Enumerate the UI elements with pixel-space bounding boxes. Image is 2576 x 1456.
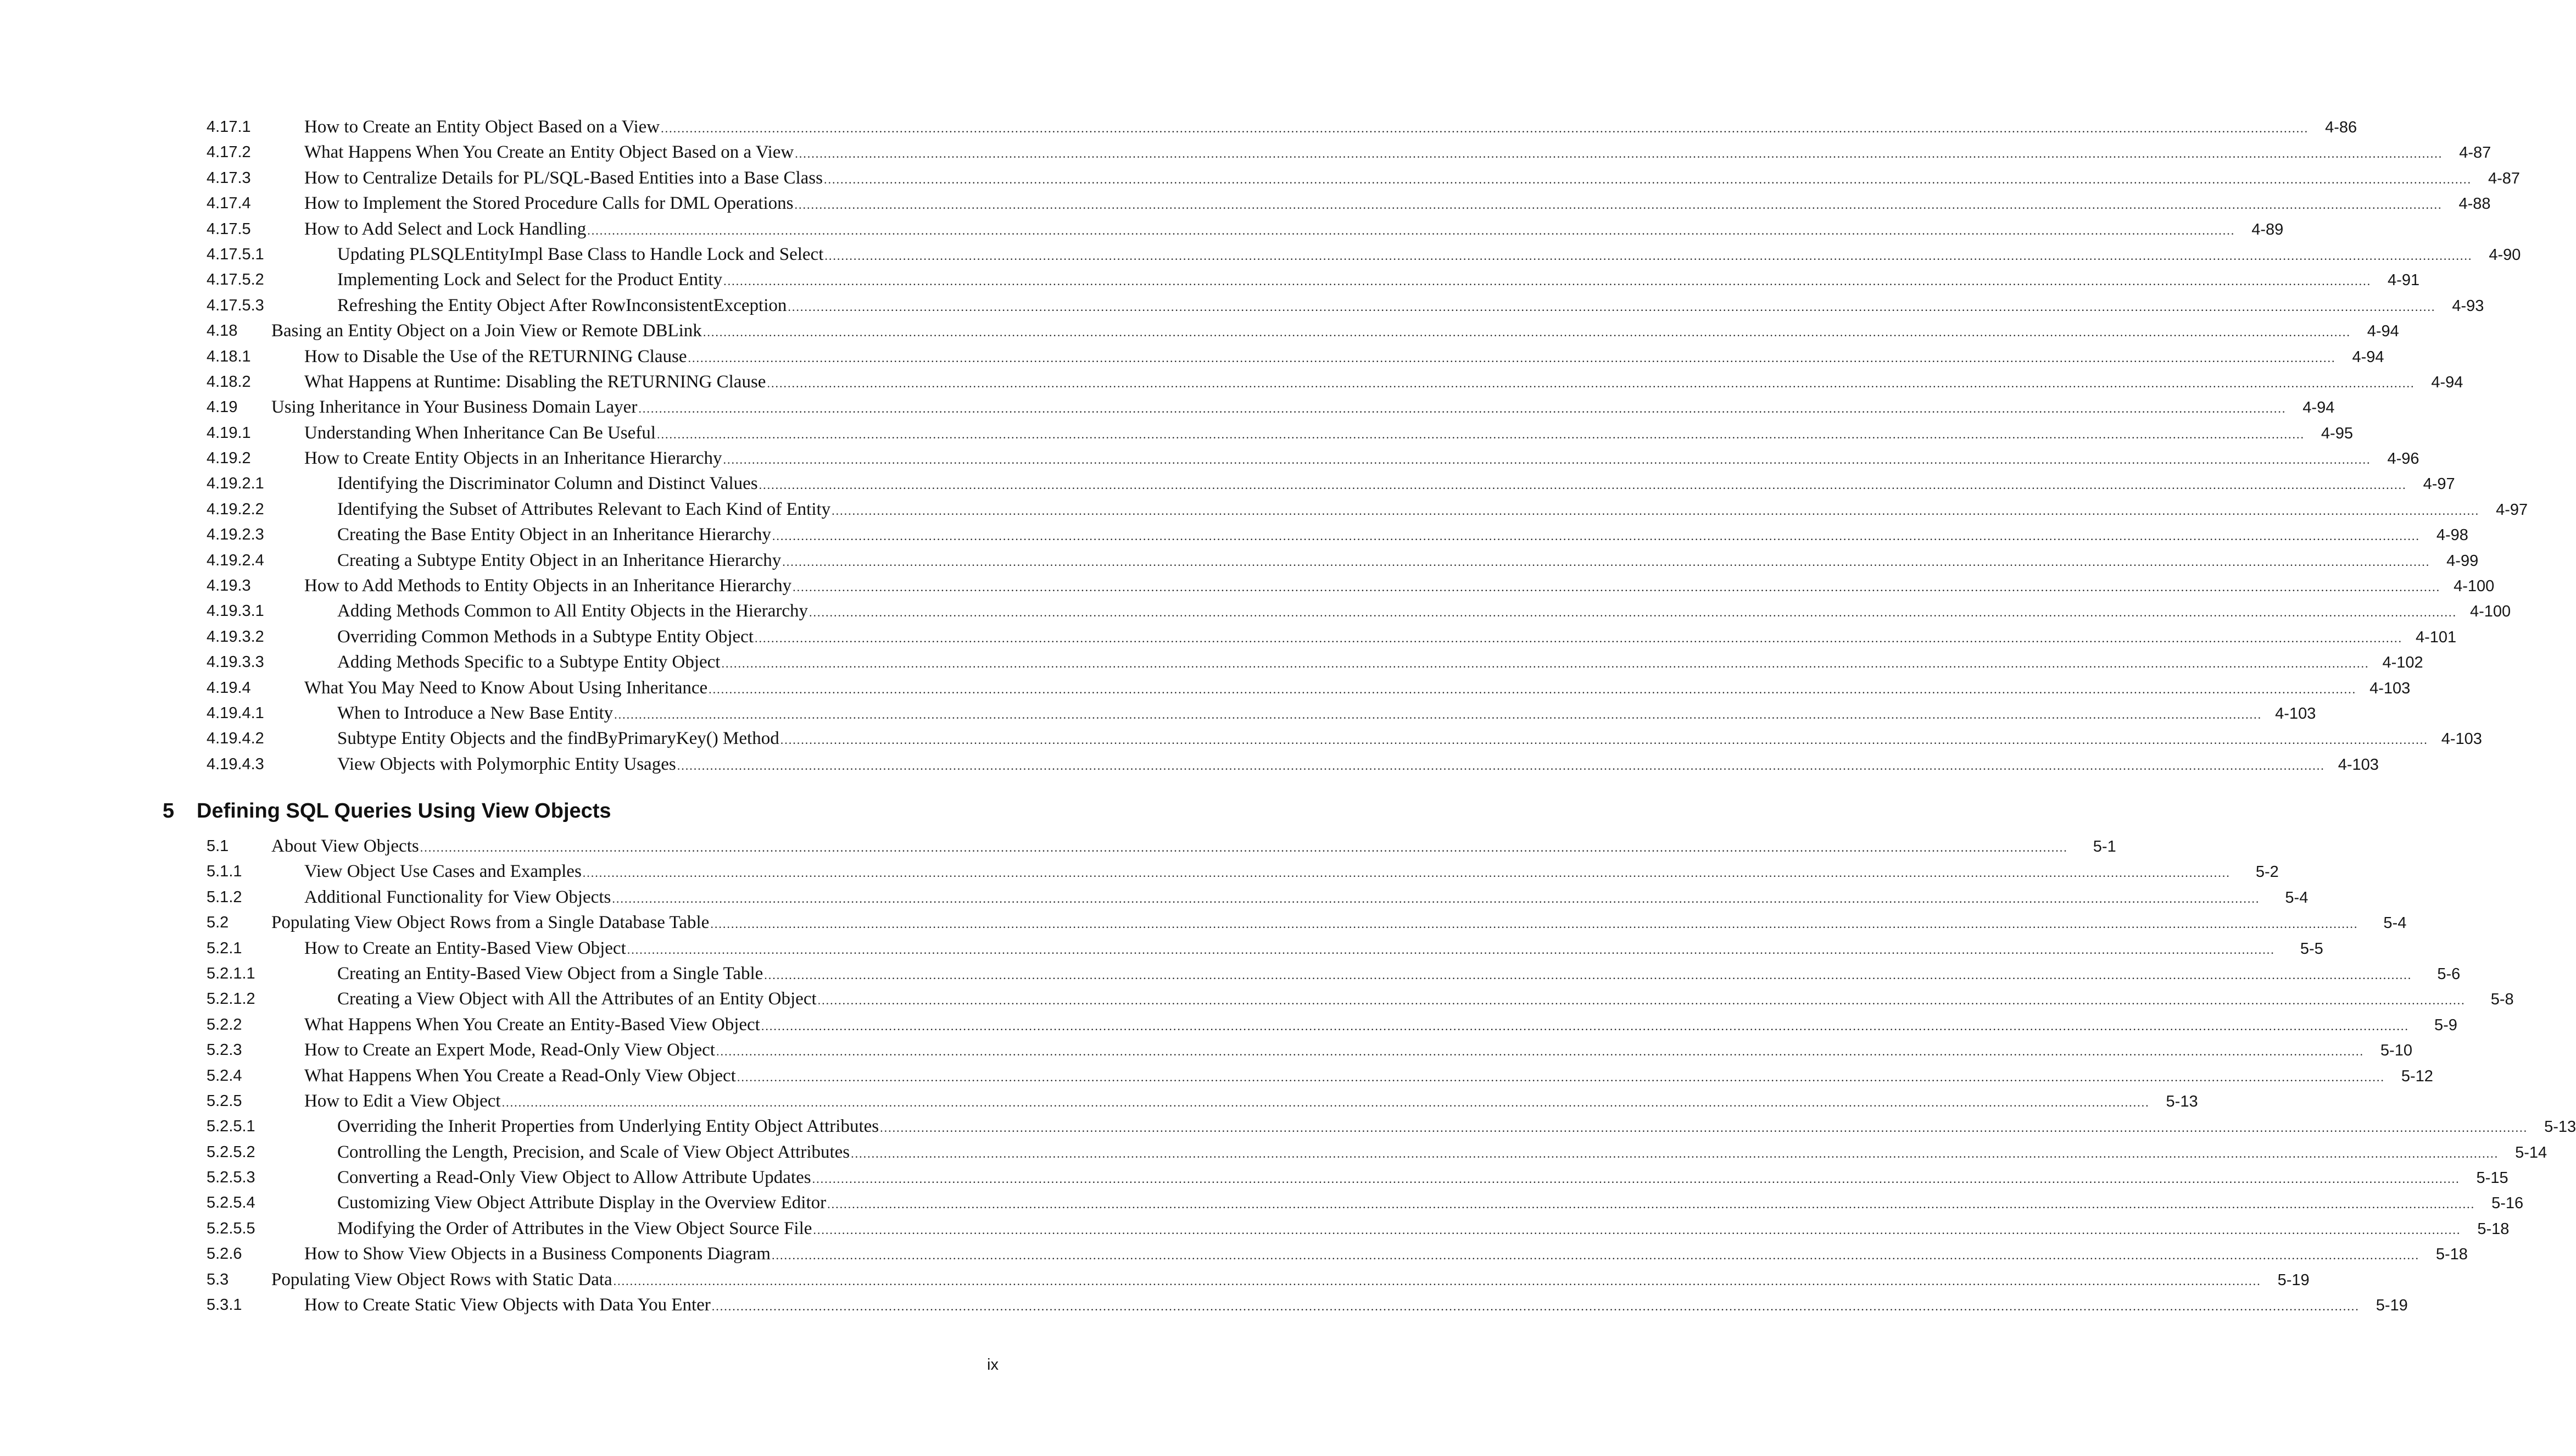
- toc-entry[interactable]: [207, 573, 2495, 598]
- dot-leader: ................................................................................................................................................................................................................................................................................................................................................................................................................: [613, 1274, 2261, 1288]
- toc-entry-title: Additional Functionality for View Objects: [304, 887, 611, 907]
- toc-entry-title: How to Show View Objects in a Business Components Diagram: [304, 1244, 771, 1264]
- toc-entry-page: 5-6: [2437, 965, 2461, 983]
- toc-entry-number: 4.19.3.3: [207, 653, 264, 671]
- toc-entry-title: Creating an Entity-Based View Object from a Single Table: [337, 963, 763, 983]
- toc-entry-page: 4-100: [2454, 577, 2495, 596]
- toc-entry-number: 4.19.4.3: [207, 755, 264, 773]
- toc-entry-body: [337, 1140, 2547, 1165]
- toc-entry-page: 5-19: [2376, 1297, 2408, 1315]
- toc-entry[interactable]: [207, 598, 2511, 624]
- toc-entry[interactable]: [207, 548, 2479, 573]
- toc-entry-page: 5-9: [2434, 1016, 2457, 1034]
- toc-entry-body: [304, 1292, 2408, 1318]
- toc-entry-body: [304, 369, 2463, 394]
- toc-entry-number: 5.2.5.4: [207, 1194, 255, 1212]
- toc-entry-title: When to Introduce a New Base Entity: [337, 703, 614, 723]
- toc-entry-title: View Object Use Cases and Examples: [304, 862, 582, 882]
- toc-entry-title: How to Add Select and Lock Handling: [304, 219, 587, 239]
- toc-entry-number: 5.2.4: [207, 1066, 242, 1085]
- toc-entry-page: 5-4: [2383, 914, 2407, 932]
- toc-section-chapter-4: [207, 114, 2528, 777]
- toc-entry-page: 4-103: [2338, 755, 2379, 774]
- toc-entry[interactable]: [207, 497, 2528, 522]
- toc-entry-body: [337, 624, 2457, 649]
- toc-entry-title: Using Inheritance in Your Business Domain Layer: [271, 397, 638, 418]
- toc-entry-title: How to Create an Entity-Based View Object: [304, 938, 626, 958]
- toc-entry-title: How to Create an Entity Object Based on a View: [304, 117, 660, 137]
- toc-entry-page: 4-98: [2436, 526, 2468, 544]
- chapter-heading: [163, 796, 611, 826]
- dot-leader: ................................................................................................................................................................................................................................................................................................................................................................................................................: [587, 223, 2235, 237]
- dot-leader: ................................................................................................................................................................................................................................................................................................................................................................................................................: [711, 1299, 2360, 1314]
- toc-entry-page: 4-86: [2325, 119, 2357, 136]
- dot-leader: ................................................................................................................................................................................................................................................................................................................................................................................................................: [710, 917, 2358, 931]
- toc-entry-number: 4.17.5.2: [207, 271, 264, 289]
- toc-entry[interactable]: [207, 833, 2116, 859]
- toc-entry-number: 5.1.1: [207, 863, 242, 881]
- toc-entry[interactable]: [207, 369, 2463, 394]
- toc-entry-title: What Happens When You Create an Entity Object Based on a View: [304, 142, 794, 163]
- toc-entry-number: 5.2.5: [207, 1092, 242, 1110]
- toc-entry-number: 4.17.5: [207, 220, 251, 238]
- toc-entry-title: Subtype Entity Objects and the findByPrimaryKey() Method: [337, 729, 779, 749]
- dot-leader: ................................................................................................................................................................................................................................................................................................................................................................................................................: [677, 758, 2325, 773]
- toc-entry-title: Overriding Common Methods in a Subtype Entity Object: [337, 626, 754, 647]
- dot-leader: ................................................................................................................................................................................................................................................................................................................................................................................................................: [716, 1044, 2364, 1059]
- dot-leader: ................................................................................................................................................................................................................................................................................................................................................................................................................: [627, 942, 2275, 957]
- toc-entry-title: What You May Need to Know About Using Inheritance: [304, 677, 708, 698]
- toc-entry-body: [304, 1012, 2457, 1037]
- dot-leader: ................................................................................................................................................................................................................................................................................................................................................................................................................: [656, 427, 2305, 441]
- toc-entry-page: 5-13: [2166, 1092, 2198, 1110]
- toc-entry-body: [304, 344, 2384, 369]
- toc-entry-title: Converting a Read-Only View Object to Allow Attribute Updates: [337, 1168, 811, 1188]
- toc-entry[interactable]: [207, 986, 2514, 1012]
- toc-entry-body: [304, 1088, 2198, 1114]
- toc-entry-page: 4-89: [2251, 220, 2284, 238]
- dot-leader: ................................................................................................................................................................................................................................................................................................................................................................................................................: [723, 453, 2371, 467]
- toc-entry-body: [304, 140, 2491, 165]
- dot-leader: ................................................................................................................................................................................................................................................................................................................................................................................................................: [702, 325, 2351, 340]
- toc-entry-title: View Objects with Polymorphic Entity Usages: [337, 754, 676, 774]
- toc-entry-number: 4.17.1: [207, 118, 251, 136]
- toc-entry-title: How to Edit a View Object: [304, 1091, 501, 1111]
- toc-entry-page: 5-16: [2491, 1194, 2524, 1213]
- toc-entry-body: [337, 522, 2468, 547]
- toc-section-chapter-5: [207, 833, 2576, 1318]
- toc-entry-title: Controlling the Length, Precision, and Scale of View Object Attributes: [337, 1142, 850, 1162]
- toc-entry-title: Basing an Entity Object on a Join View or Remote DBLink: [271, 321, 702, 341]
- dot-leader: ................................................................................................................................................................................................................................................................................................................................................................................................................: [793, 580, 2441, 594]
- toc-entry-title: Adding Methods Common to All Entity Objects in the Hierarchy: [337, 601, 808, 621]
- toc-entry-page: 4-103: [2441, 730, 2482, 748]
- toc-entry-body: [304, 191, 2491, 216]
- toc-entry[interactable]: [207, 394, 2335, 420]
- toc-entry-title: How to Create an Expert Mode, Read-Only View Object: [304, 1040, 715, 1060]
- toc-entry-body: [337, 242, 2521, 267]
- toc-entry-page: 5-12: [2401, 1067, 2433, 1085]
- dot-leader: ................................................................................................................................................................................................................................................................................................................................................................................................................: [501, 1095, 2150, 1109]
- toc-entry[interactable]: [207, 859, 2279, 884]
- toc-entry-title: What Happens at Runtime: Disabling the RETURNING Clause: [304, 371, 766, 392]
- toc-entry-page: 4-91: [2388, 271, 2420, 290]
- dot-leader: ................................................................................................................................................................................................................................................................................................................................................................................................................: [794, 198, 2443, 212]
- toc-entry-page: 4-102: [2382, 654, 2423, 672]
- toc-entry-body: [304, 420, 2353, 446]
- toc-entry-page: 4-103: [2369, 679, 2411, 697]
- toc-entry[interactable]: [207, 1165, 2508, 1190]
- toc-entry-page: 5-5: [2300, 940, 2323, 958]
- toc-entry-number: 4.19.2.4: [207, 551, 264, 569]
- toc-entry-body: [337, 497, 2528, 522]
- toc-entry-number: 4.19: [207, 398, 238, 416]
- toc-entry-page: 5-10: [2380, 1042, 2412, 1060]
- toc-entry-body: [271, 833, 2116, 859]
- toc-entry-page: 4-95: [2321, 424, 2353, 442]
- toc-entry-page: 4-94: [2352, 348, 2384, 366]
- toc-entry-number: 5.2.1: [207, 939, 242, 957]
- dot-leader: ................................................................................................................................................................................................................................................................................................................................................................................................................: [795, 147, 2443, 161]
- toc-entry[interactable]: [207, 216, 2284, 242]
- toc-entry[interactable]: [207, 318, 2399, 343]
- toc-entry-body: [337, 598, 2511, 624]
- toc-entry[interactable]: [207, 885, 2309, 910]
- toc-entry-title: What Happens When You Create a Read-Only View Object: [304, 1065, 736, 1086]
- dot-leader: ................................................................................................................................................................................................................................................................................................................................................................................................................: [813, 1222, 2461, 1237]
- toc-entry-number: 4.19.2.1: [207, 475, 264, 493]
- toc-entry-body: [271, 1267, 2310, 1292]
- toc-entry-title: Populating View Object Rows from a Single Database Table: [271, 913, 710, 933]
- toc-entry-body: [337, 1114, 2576, 1139]
- toc-entry-body: [337, 752, 2379, 777]
- dot-leader: ................................................................................................................................................................................................................................................................................................................................................................................................................: [723, 274, 2372, 288]
- toc-entry-title: About View Objects: [271, 836, 419, 856]
- dot-leader: ................................................................................................................................................................................................................................................................................................................................................................................................................: [851, 1146, 2499, 1160]
- toc-entry[interactable]: [207, 471, 2455, 496]
- toc-entry-body: [337, 701, 2316, 726]
- toc-entry-body: [304, 675, 2411, 701]
- toc-entry[interactable]: [207, 726, 2482, 751]
- toc-entry-page: 4-87: [2459, 144, 2491, 162]
- dot-leader: ................................................................................................................................................................................................................................................................................................................................................................................................................: [782, 554, 2430, 569]
- dot-leader: ................................................................................................................................................................................................................................................................................................................................................................................................................: [824, 248, 2473, 263]
- toc-entry-body: [304, 114, 2357, 140]
- toc-entry-number: 4.19.2: [207, 449, 251, 468]
- toc-entry-title: Customizing View Object Attribute Display in the Overview Editor: [337, 1193, 827, 1213]
- toc-entry-page: 5-19: [2277, 1271, 2310, 1289]
- dot-leader: ................................................................................................................................................................................................................................................................................................................................................................................................................: [764, 968, 2412, 982]
- toc-entry-number: 5.2.5.2: [207, 1143, 255, 1161]
- toc-entry[interactable]: [207, 267, 2420, 292]
- toc-entry-body: [337, 293, 2484, 318]
- toc-entry-page: 5-15: [2476, 1169, 2508, 1187]
- toc-entry-body: [337, 1165, 2508, 1190]
- toc-entry[interactable]: [207, 1063, 2433, 1088]
- toc-entry-number: 5.2: [207, 914, 229, 932]
- toc-entry[interactable]: [207, 1241, 2468, 1266]
- toc-entry-body: [271, 910, 2407, 935]
- dot-leader: ................................................................................................................................................................................................................................................................................................................................................................................................................: [420, 841, 2068, 854]
- toc-entry-title: Adding Methods Specific to a Subtype Entity Object: [337, 652, 721, 673]
- dot-leader: ................................................................................................................................................................................................................................................................................................................................................................................................................: [614, 707, 2262, 721]
- dot-leader: ................................................................................................................................................................................................................................................................................................................................................................................................................: [755, 631, 2403, 645]
- toc-entry-number: 4.18.1: [207, 347, 251, 365]
- toc-entry-page: 4-97: [2423, 475, 2455, 493]
- dot-leader: ................................................................................................................................................................................................................................................................................................................................................................................................................: [612, 891, 2260, 905]
- dot-leader: ................................................................................................................................................................................................................................................................................................................................................................................................................: [767, 376, 2415, 390]
- toc-entry-number: 5.2.5.1: [207, 1118, 255, 1136]
- toc-entry-number: 5.1.2: [207, 888, 242, 906]
- toc-entry-body: [304, 1241, 2468, 1266]
- toc-entry-body: [304, 859, 2279, 884]
- toc-entry[interactable]: [207, 293, 2484, 318]
- toc-entry-number: 5.2.5.3: [207, 1169, 255, 1187]
- toc-entry-number: 5.2.3: [207, 1041, 242, 1059]
- toc-entry[interactable]: [207, 114, 2357, 140]
- toc-entry-number: 4.19.1: [207, 424, 251, 442]
- toc-entry-number: 5.2.2: [207, 1015, 242, 1033]
- toc-entry-number: 4.17.4: [207, 194, 251, 213]
- toc-entry-number: 5.2.5.5: [207, 1219, 255, 1237]
- toc-entry-body: [337, 1216, 2510, 1241]
- toc-entry-number: 4.19.4.1: [207, 704, 264, 722]
- toc-entry-body: [304, 885, 2309, 910]
- toc-entry-title: Creating the Base Entity Object in an Inheritance Hierarchy: [337, 525, 771, 545]
- toc-entry[interactable]: [207, 1114, 2576, 1139]
- toc-entry-page: 4-99: [2446, 552, 2479, 570]
- dot-leader: ................................................................................................................................................................................................................................................................................................................................................................................................................: [788, 299, 2436, 314]
- dot-leader: ................................................................................................................................................................................................................................................................................................................................................................................................................: [582, 866, 2231, 880]
- toc-entry-page: 4-94: [2431, 373, 2463, 391]
- chapter-number: 5: [163, 799, 175, 823]
- dot-leader: ................................................................................................................................................................................................................................................................................................................................................................................................................: [809, 605, 2457, 620]
- toc-entry-body: [304, 216, 2284, 242]
- dot-leader: ................................................................................................................................................................................................................................................................................................................................................................................................................: [812, 1172, 2460, 1186]
- toc-entry-body: [271, 394, 2335, 420]
- toc-entry[interactable]: [207, 1292, 2408, 1318]
- toc-entry-page: 4-100: [2470, 603, 2511, 621]
- dot-leader: ................................................................................................................................................................................................................................................................................................................................................................................................................: [737, 1070, 2385, 1084]
- toc-entry[interactable]: [207, 961, 2461, 986]
- toc-entry-title: Updating PLSQLEntityImpl Base Class to Handle Lock and Select: [337, 244, 824, 264]
- toc-entry-title: How to Create Static View Objects with Data You Enter: [304, 1295, 711, 1315]
- dot-leader: ................................................................................................................................................................................................................................................................................................................................................................................................................: [761, 1019, 2409, 1033]
- toc-entry-title: Creating a Subtype Entity Object in an Inheritance Hierarchy: [337, 550, 782, 570]
- toc-entry-number: 4.19.3: [207, 577, 251, 595]
- toc-entry-body: [337, 726, 2482, 751]
- toc-entry[interactable]: [207, 624, 2457, 649]
- toc-entry-page: 4-90: [2489, 246, 2521, 264]
- toc-entry-title: Understanding When Inheritance Can Be Useful: [304, 423, 656, 443]
- dot-leader: ................................................................................................................................................................................................................................................................................................................................................................................................................: [817, 993, 2466, 1008]
- toc-entry-body: [271, 318, 2399, 343]
- toc-entry-number: 5.2.6: [207, 1245, 242, 1263]
- toc-entry-body: [337, 649, 2423, 675]
- toc-entry[interactable]: [207, 675, 2411, 701]
- toc-entry[interactable]: [207, 165, 2520, 191]
- toc-entry-page: 5-4: [2285, 888, 2309, 907]
- toc-entry-title: Identifying the Discriminator Column and Distinct Values: [337, 474, 758, 494]
- toc-entry-number: 4.18: [207, 322, 238, 340]
- toc-entry-page: 5-13: [2544, 1118, 2576, 1136]
- toc-entry-title: Implementing Lock and Select for the Product Entity: [337, 270, 723, 290]
- toc-entry-page: 4-103: [2275, 704, 2316, 723]
- toc-entry-title: How to Disable the Use of the RETURNING Clause: [304, 346, 687, 366]
- toc-entry-page: 4-87: [2488, 169, 2520, 187]
- toc-entry-number: 4.17.5.3: [207, 296, 264, 314]
- toc-entry-body: [337, 267, 2420, 292]
- toc-entry-title: How to Implement the Stored Procedure Calls for DML Operations: [304, 193, 794, 214]
- toc-entry-body: [304, 1037, 2412, 1063]
- toc-entry-title: What Happens When You Create an Entity-Based View Object: [304, 1014, 760, 1035]
- toc-entry[interactable]: [207, 752, 2379, 777]
- toc-entry-number: 4.19.4.2: [207, 730, 264, 748]
- toc-entry[interactable]: [207, 1037, 2412, 1063]
- chapter-title: Defining SQL Queries Using View Objects: [197, 799, 611, 823]
- toc-entry-number: 5.3: [207, 1270, 229, 1288]
- toc-entry[interactable]: [207, 701, 2316, 726]
- toc-entry-page: 5-18: [2477, 1220, 2510, 1238]
- toc-entry-number: 5.2.1.1: [207, 964, 255, 982]
- toc-entry-body: [304, 1063, 2433, 1088]
- toc-entry-number: 4.19.2.2: [207, 500, 264, 518]
- dot-leader: ................................................................................................................................................................................................................................................................................................................................................................................................................: [772, 529, 2420, 543]
- toc-entry-number: 4.19.2.3: [207, 526, 264, 544]
- toc-entry-body: [304, 936, 2323, 961]
- toc-entry-title: Refreshing the Entity Object After RowInconsistentException: [337, 295, 787, 315]
- toc-entry-number: 4.19.3.1: [207, 602, 264, 620]
- toc-entry-number: 4.17.3: [207, 169, 251, 187]
- toc-entry-page: 4-88: [2458, 195, 2491, 213]
- toc-entry-page: 4-93: [2452, 297, 2484, 315]
- toc-entry[interactable]: [207, 1267, 2310, 1292]
- toc-entry-body: [337, 1190, 2524, 1215]
- dot-leader: ................................................................................................................................................................................................................................................................................................................................................................................................................: [771, 1248, 2419, 1263]
- toc-entry-page: 5-8: [2490, 991, 2514, 1009]
- toc-entry-title: Overriding the Inherit Properties from Underlying Entity Object Attributes: [337, 1116, 879, 1137]
- toc-entry-title: How to Add Methods to Entity Objects in an Inheritance Hierarchy: [304, 576, 792, 596]
- dot-leader: ................................................................................................................................................................................................................................................................................................................................................................................................................: [709, 682, 2357, 696]
- toc-entry-page: 5-18: [2435, 1246, 2468, 1264]
- toc-entry-body: [337, 548, 2479, 573]
- page-number: ix: [987, 1356, 999, 1374]
- toc-entry[interactable]: [207, 344, 2384, 369]
- dot-leader: ................................................................................................................................................................................................................................................................................................................................................................................................................: [661, 121, 2309, 135]
- toc-entry[interactable]: [207, 1140, 2547, 1165]
- toc-entry-page: 5-1: [2093, 838, 2116, 855]
- toc-entry[interactable]: [207, 649, 2423, 675]
- dot-leader: ................................................................................................................................................................................................................................................................................................................................................................................................................: [824, 172, 2472, 186]
- toc-entry-number: 4.18.2: [207, 373, 251, 391]
- dot-leader: ................................................................................................................................................................................................................................................................................................................................................................................................................: [759, 478, 2407, 492]
- toc-entry[interactable]: [207, 522, 2468, 547]
- toc-entry-number: 4.17.2: [207, 143, 251, 162]
- toc-entry-number: 5.2.1.2: [207, 990, 255, 1008]
- toc-entry-body: [304, 446, 2419, 471]
- toc-entry[interactable]: [207, 910, 2407, 935]
- toc-entry-page: 4-101: [2416, 628, 2457, 646]
- toc-entry[interactable]: [207, 1088, 2198, 1114]
- toc-entry-page: 5-2: [2255, 863, 2279, 881]
- toc-entry[interactable]: [207, 936, 2323, 961]
- toc-entry-title: Modifying the Order of Attributes in the View Object Source File: [337, 1218, 812, 1238]
- dot-leader: ................................................................................................................................................................................................................................................................................................................................................................................................................: [880, 1121, 2528, 1135]
- toc-entry[interactable]: [207, 1216, 2510, 1241]
- toc-entry-title: How to Centralize Details for PL/SQL-Based Entities into a Base Class: [304, 168, 823, 188]
- toc-entry[interactable]: [207, 420, 2353, 446]
- toc-entry[interactable]: [207, 242, 2521, 267]
- toc-entry-body: [304, 165, 2520, 191]
- toc-entry[interactable]: [207, 1190, 2524, 1215]
- toc-entry[interactable]: [207, 140, 2491, 165]
- toc-entry-body: [337, 471, 2455, 496]
- toc-entry-number: 4.19.4: [207, 679, 251, 697]
- toc-entry-title: Identifying the Subset of Attributes Relevant to Each Kind of Entity: [337, 499, 831, 519]
- toc-entry-page: 4-96: [2387, 450, 2419, 468]
- dot-leader: ................................................................................................................................................................................................................................................................................................................................................................................................................: [688, 351, 2336, 365]
- toc-entry-number: 5.3.1: [207, 1296, 242, 1314]
- toc-entry-number: 5.1: [207, 837, 229, 855]
- toc-entry-title: How to Create Entity Objects in an Inheritance Hierarchy: [304, 448, 722, 469]
- toc-entry-page: 5-14: [2515, 1143, 2547, 1162]
- dot-leader: ................................................................................................................................................................................................................................................................................................................................................................................................................: [721, 657, 2369, 671]
- toc-entry[interactable]: [207, 446, 2419, 471]
- dot-leader: ................................................................................................................................................................................................................................................................................................................................................................................................................: [638, 402, 2287, 416]
- toc-entry-number: 4.19.3.2: [207, 627, 264, 646]
- toc-entry-page: 4-94: [2302, 399, 2335, 417]
- toc-entry-title: Populating View Object Rows with Static Data: [271, 1269, 612, 1290]
- toc-entry[interactable]: [207, 1012, 2457, 1037]
- toc-entry[interactable]: [207, 191, 2491, 216]
- toc-entry-page: 4-97: [2496, 501, 2528, 519]
- toc-entry-page: 4-94: [2367, 323, 2399, 341]
- toc-entry-body: [337, 986, 2514, 1012]
- toc-entry-body: [304, 573, 2495, 598]
- dot-leader: ................................................................................................................................................................................................................................................................................................................................................................................................................: [780, 733, 2428, 747]
- toc-entry-title: Creating a View Object with All the Attributes of an Entity Object: [337, 989, 817, 1009]
- toc-entry-number: 4.17.5.1: [207, 245, 264, 263]
- toc-entry-body: [337, 961, 2461, 986]
- dot-leader: ................................................................................................................................................................................................................................................................................................................................................................................................................: [827, 1197, 2475, 1212]
- dot-leader: ................................................................................................................................................................................................................................................................................................................................................................................................................: [832, 503, 2480, 518]
